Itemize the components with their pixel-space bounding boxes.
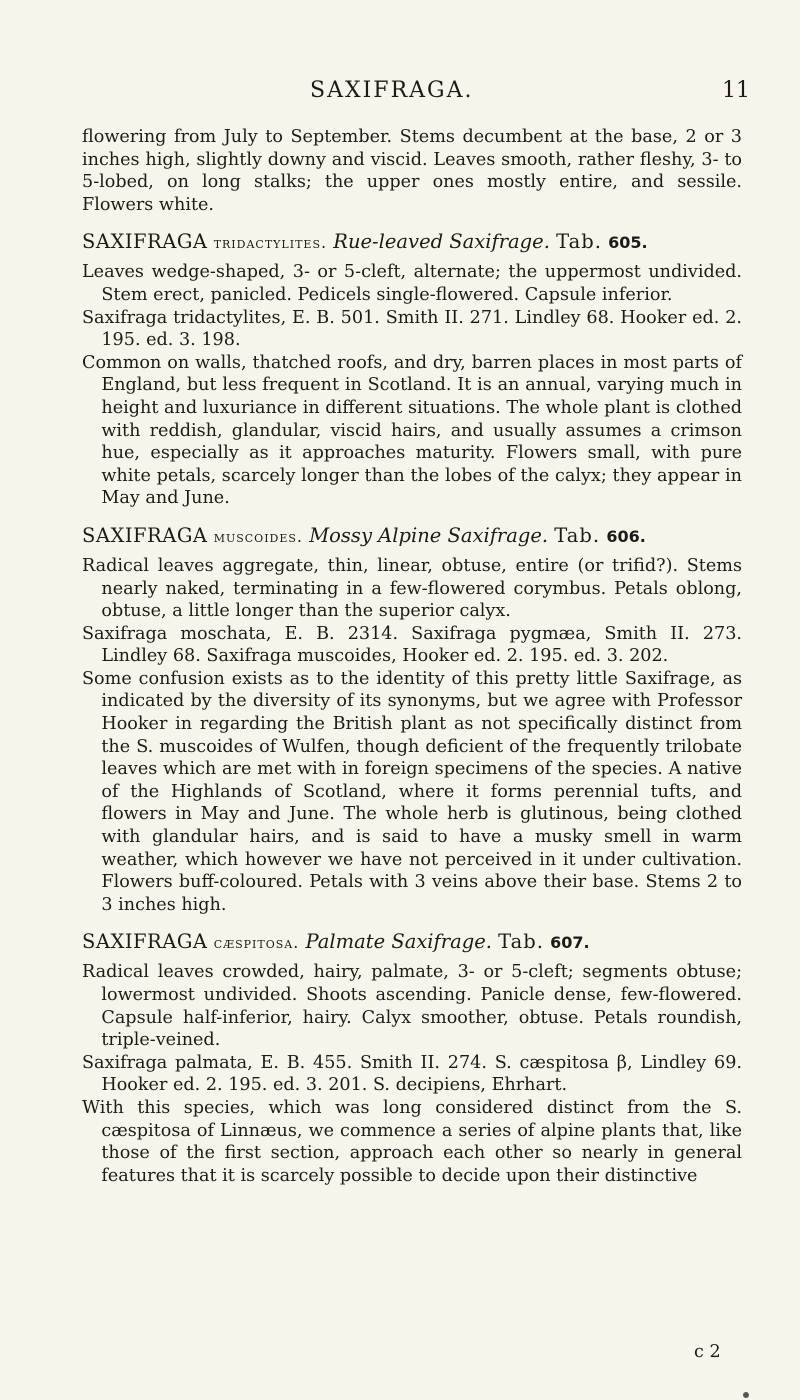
species-name: muscoides. [213,526,304,546]
continued-paragraph: flowering from July to September. Stems decumbent at the base, 2 or 3 inches high, slightly downy and viscid. Leaves smooth, rather fleshy, 3- to 5-lobed, on long stalks; the upper ones mostly entire, and sessile. Flowers white. [82,127,742,215]
species-notes: Common on walls, thatched roofs, and dry, barren places in most parts of England, but less frequent in Scotland. It is an annual, varying much in height and luxuriance in different situations. The whole plant is clothed with reddish, glandular, viscid hairs, and usually assumes a crimson hue, especially as it approaches maturity. Flowers small, with pure white petals, scarcely longer than the lobes of the calyx; they appear in May and June. [82,352,742,509]
species-name: tridactylites. [213,233,328,253]
tab-number: 606. [606,526,646,546]
genus-name: SAXIFRAGA [82,230,208,254]
common-name: Rue-leaved Saxifrage. [333,230,550,254]
synonymy: Saxifraga moschata, E. B. 2314. Saxifraga pygmæa, Smith II. 273. Lindley 68. Saxifraga muscoides, Hooker ed. 2. 195. ed. 3. 202. [82,623,742,667]
species-name: cæspitosa. [213,933,300,953]
common-name: Mossy Alpine Saxifrage. [309,523,549,547]
genus-name: SAXIFRAGA [82,930,208,954]
species-notes: Some confusion exists as to the identity of this pretty little Saxifrage, as indicated by the diversity of its synonyms, but we agree with Professor Hooker in regarding the British plant as not specifically distinct from the S. muscoides of Wulfen, though deficient of the frequently trilobate leaves which are met with in foreign specimens of the species. A native of the Highlands of Scotland, where it forms perennial tufts, and flowers in May and June. The whole herb is glutinous, being clothed with glandular hairs, and is said to have a musky smell in warm weather, which however we have not perceived in it under cultivation. Flowers buff-coloured. Petals with 3 veins above their base. Stems 2 to 3 inches high. [82,668,742,915]
entry-heading [82,230,742,255]
species-description: Leaves wedge-shaped, 3- or 5-cleft, alternate; the uppermost undivided. Stem erect, panicled. Pedicels single-flowered. Capsule inferior. [82,262,742,305]
species-description: Radical leaves aggregate, thin, linear, obtuse, entire (or trifid?). Stems nearly naked, terminating in a few-flowered corymbus. Petals oblong, obtuse, a little longer than the superior calyx. [82,555,742,622]
species-entry-caespitosa [82,930,742,1187]
species-notes: With this species, which was long considered distinct from the S. cæspitosa of Linnæus, we commence a series of alpine plants that, like those of the first section, approach each other so nearly in general features that it is scarcely possible to decide upon their distinctive [82,1097,742,1186]
tab-label: Tab. [498,930,544,954]
running-title: SAXIFRAGA. [310,78,474,103]
tab-number: 607. [550,933,590,953]
tab-label: Tab. [556,230,602,254]
synonymy: Saxifraga palmata, E. B. 455. Smith II. 274. S. cæspitosa β, Lindley 69. Hooker ed. 2. 195. ed. 3. 201. S. decipiens, Ehrhart. [82,1052,742,1096]
page-number: 11 [722,78,750,103]
synonymy: Saxifraga tridactylites, E. B. 501. Smith II. 271. Lindley 68. Hooker ed. 2. 195. ed. 3. 198. [82,307,742,351]
entry-heading [82,930,742,955]
running-head [0,78,800,108]
ink-smudge [743,1392,749,1398]
genus-name: SAXIFRAGA [82,523,208,547]
species-description: Radical leaves crowded, hairy, palmate, 3- or 5-cleft; segments obtuse; lowermost undivided. Shoots ascending. Panicle dense, few-flowered. Capsule half-inferior, hairy. Calyx smoother, obtuse. Petals roundish, triple-veined. [82,962,742,1051]
entry-heading [82,524,742,549]
common-name: Palmate Saxifrage. [305,930,492,954]
species-entry-tridactylites [82,230,742,510]
body-text [82,126,742,1201]
signature-mark: c 2 [694,1342,721,1362]
tab-label: Tab. [554,523,601,547]
tab-number: 605. [608,233,648,253]
species-entry-muscoides [82,524,742,917]
